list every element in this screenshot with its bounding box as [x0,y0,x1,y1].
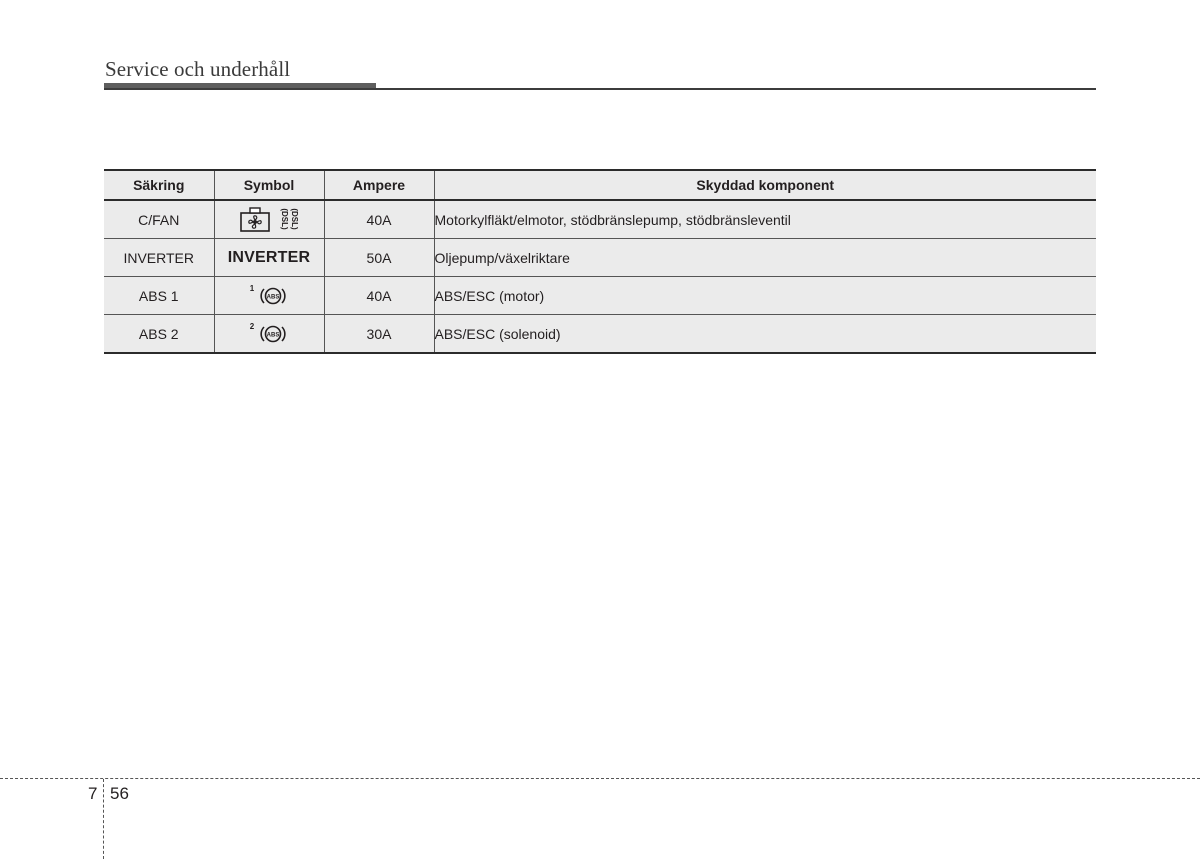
symbol-cell [214,277,324,315]
fuse-cell: ABS 1 [104,277,214,315]
cooling-fan-dsl-icon [240,206,270,232]
ampere-cell: 30A [324,315,434,354]
inverter-symbol-text: INVERTER [227,248,311,266]
symbol-cell [214,315,324,354]
component-cell: ABS/ESC (motor) [434,277,1096,315]
table-row [104,277,1096,315]
ampere-cell: 40A [324,200,434,239]
col-header-fuse: Säkring [104,170,214,200]
chapter-number: 7 [88,784,98,803]
table-row [104,239,1096,277]
component-cell: Motorkylfläkt/elmotor, stödbränslepump, stödbränsleventil [434,200,1096,239]
symbol-cell [214,239,324,277]
dsl-text-1: (DSL) [279,208,289,230]
page-header-title: Service och underhåll [105,57,291,81]
abs-icon-text: ABS [266,294,280,300]
col-header-component: Skyddad komponent [434,170,1096,200]
ampere-cell: 40A [324,277,434,315]
abs-icon [258,322,288,346]
footer-dashed-divider [103,779,104,859]
footer-dashed-rule [0,778,1200,779]
header-rule-thin [104,88,1096,90]
fuse-cell: C/FAN [104,200,214,239]
symbol-cell [214,200,324,239]
component-cell: ABS/ESC (solenoid) [434,315,1096,354]
fuse-table [104,169,1096,354]
abs-icon [258,284,288,308]
col-header-ampere: Ampere [324,170,434,200]
table-row [104,200,1096,239]
table-row [104,315,1096,354]
dsl-label-rotated [273,204,299,234]
fuse-cell: ABS 2 [104,315,214,354]
page-number: 56 [110,784,129,803]
abs-superscript: 2 [249,322,255,331]
ampere-cell: 50A [324,239,434,277]
dsl-text-2: (DSL) [289,208,299,230]
col-header-symbol: Symbol [214,170,324,200]
table-header-row [104,170,1096,200]
abs-icon-text: ABS [266,332,280,338]
fuse-cell: INVERTER [104,239,214,277]
abs-superscript: 1 [249,284,255,293]
component-cell: Oljepump/växelriktare [434,239,1096,277]
